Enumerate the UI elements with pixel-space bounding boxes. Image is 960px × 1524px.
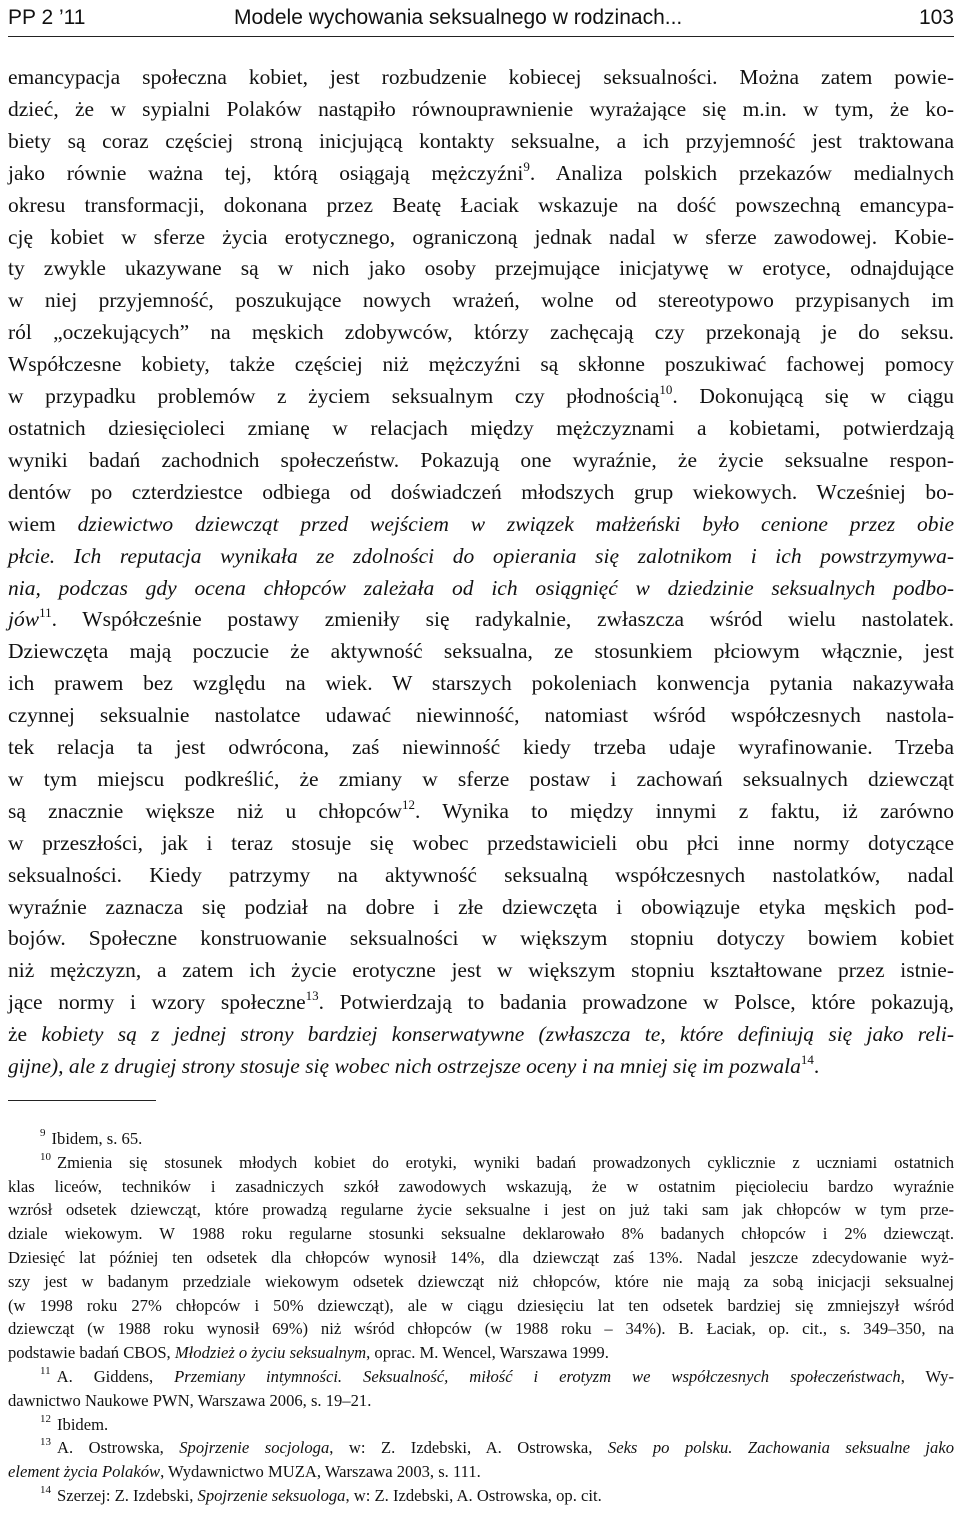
text-line: jako równie ważna tej, którą osiągają mężczyźni$^9$. Analiza polskich przekazów medialnych	[8, 158, 954, 185]
footnote-ref[interactable]: 9	[523, 158, 530, 174]
footnote-11: $^{11}$ A. Giddens, Przemiany intymności. Seksualność, miłość i erotyzm we współczesnych społeczeństwach, Wy-	[40, 1364, 954, 1386]
footnote-line: (w 1998 roku 27% chłopców i 50% dziewcząt), ale w ciągu dziesięciu lat ten odsetek bardziej się zmniejszył wśród	[8, 1295, 954, 1315]
text-line: jące normy i wzory społeczne$^{13}$. Potwierdzają to badania prowadzone w Polsce, które pokazują,	[8, 988, 954, 1015]
footnote-ref[interactable]: 11	[39, 605, 52, 621]
text-line: Dziewczęta mają poczucie że aktywność seksualna, ze stosunkiem płciowym włącznie, jest	[8, 639, 954, 664]
footnote-number: 9	[40, 1127, 46, 1139]
text-line: wyraźnie zaznacza się podział na dobre i złe dziewczęta i obowiązuje etyka męskich pod-	[8, 894, 954, 919]
footnote-number: 13	[40, 1436, 51, 1449]
footnote-ref[interactable]: 14	[800, 1052, 814, 1068]
footnote-line: wzrósł odsetek dziewcząt, które prowadzą regularne życie seksualne i jest on już taki sam jak chłopców w tym prze-	[8, 1200, 954, 1220]
text-line: Współczesne kobiety, także częściej niż mężczyźni są skłonne poszukiwać fachowej pomocy	[8, 352, 954, 377]
footnote-number: 12	[40, 1412, 51, 1425]
text-line: dzieć, że w sypialni Polaków nastąpiło równouprawnienie wyrażające się m.in. w tym, że ko-	[8, 96, 954, 121]
journal-issue: PP 2 ’11	[8, 6, 86, 29]
text-line: tek relacja ta jest odwrócona, zaś niewinność kiedy trzeba udaje wyrafinowanie. Trzeba	[8, 735, 954, 760]
text-line: niż mężczyzn, a zatem ich życie erotyczne jest w większym stopniu kształtowane przez istnie-	[8, 958, 954, 983]
footnote-line: dziale wiekowym. W 1988 roku regularne stosunki seksualne deklarowało 8% badanych chłopców i 2% dziewcząt.	[8, 1224, 954, 1244]
text-line: w przypadku problemów z życiem seksualnym czy płodnością$^{10}$. Dokonującą się w ciągu	[8, 382, 954, 409]
text-line: dentów po czterdziestce odbiega od doświadczeń młodszych grup wiekowych. Wcześniej bo-	[8, 479, 954, 504]
footnote-number: 14	[40, 1483, 51, 1496]
text-line: wyniki badań zachodnich społeczeństw. Pokazują one wyraźnie, że życie seksualne respon-	[8, 447, 954, 472]
text-line: są znacznie większe niż u chłopców$^{12}$. Wynika to między innymi z faktu, iż zarówno	[8, 796, 954, 823]
footnote-9: $^9$ Ibidem, s. 65.	[40, 1127, 143, 1148]
footnote-separator	[8, 1100, 156, 1101]
footnote-number: 11	[40, 1364, 51, 1377]
text-line: ich prawem bez względu na wiek. W starszych pokoleniach konwencja pytania nakazywała	[8, 671, 954, 696]
text-line: płcie. Ich reputacja wynikała ze zdolności do opierania się zalotnikom i ich powstrzymywa-	[8, 543, 954, 568]
text-line: w tym miejscu podkreślić, że zmiany w sferze postaw i zachowań seksualnych dziewcząt	[8, 766, 954, 791]
text-line: jów$^{11}$. Współcześnie postawy zmieniły się radykalnie, zwłaszcza wśród wielu nastolatek.	[8, 605, 954, 632]
footnote-10: $^{10}$ Zmienia się stosunek młodych kobiet do erotyki, wyniki badań prowadzonych cyklicznie z uczniami ostatnich	[40, 1150, 954, 1172]
text-line: czynnej seksualnie nastolatce udawać niewinność, natomiast wśród współczesnych nastola-	[8, 703, 954, 728]
footnote-14: $^{14}$ Szerzej: Z. Izdebski, Spojrzenie seksuologa, w: Z. Izdebski, A. Ostrowska, op. cit.	[40, 1483, 602, 1505]
footnote-line: dziewcząt (w 1988 roku wynosił 69%) niż wśród chłopców (w 1988 roku – 34%). B. Łaciak, op. cit., s. 349–350, na	[8, 1319, 954, 1339]
footnote-line: podstawie badań CBOS, Młodzież o życiu seksualnym, oprac. M. Wencel, Warszawa 1999.	[8, 1343, 609, 1363]
footnote-line: klas liceów, techników i zasadniczych szkół zawodowych wskazują, że w ostatnim pięcioleciu bardzo wyraźnie	[8, 1176, 954, 1196]
text-line: ról „oczekujących” na męskich zdobywców, którzy zachęcają czy przekonają je do seksu.	[8, 320, 954, 345]
text-line: nia, podczas gdy ocena chłopców zależała od ich osiągnięć w dziedzinie seksualnych podbo-	[8, 575, 954, 600]
text-line: bojów. Społeczne konstruowanie seksualności w większym stopniu dotyczy bowiem kobiet	[8, 926, 954, 951]
main-text	[8, 62, 954, 1083]
page-number: 103	[918, 6, 954, 29]
text-line: cję kobiet w sferze życia erotycznego, ograniczoną jednak nadal w sferze zawodowej. Kobie-	[8, 224, 954, 249]
text-line: w przeszłości, jak i teraz stosuje się wobec przedstawicieli obu płci inne normy dotyczące	[8, 830, 954, 855]
text-line: ty zwykle ukazywane są w nich jako osoby przejmujące inicjatywę w erotyce, odnajdujące	[8, 256, 954, 281]
text-line: emancypacja społeczna kobiet, jest rozbudzenie kobiecej seksualności. Można zatem powie-	[8, 65, 954, 89]
text-line: wiem dziewictwo dziewcząt przed wejściem w związek małżeński było cenione przez obie	[8, 511, 954, 536]
text-line: że kobiety są z jednej strony bardziej konserwatywne (zwłaszcza te, które definiują się jako reli-	[8, 1022, 954, 1047]
running-header	[8, 2, 954, 38]
text-line: biety są coraz częściej stroną inicjującą kontakty seksualne, a ich przyjemność jest traktowana	[8, 128, 954, 153]
text-line: ostatnich dziesięcioleci zmianę w relacjach między mężczyznami a kobietami, potwierdzają	[8, 415, 954, 440]
footnotes	[8, 1127, 954, 1508]
footnote-ref[interactable]: 10	[659, 382, 673, 398]
header-rule	[8, 36, 954, 37]
footnote-line: element życia Polaków, Wydawnictwo MUZA, Warszawa 2003, s. 111.	[8, 1462, 481, 1482]
footnote-line: Dziesięć lat później ten odsetek dla chłopców wynosił 14%, dla dziewcząt zaś 13%. Nadal jeszcze zdecydowanie wyż-	[8, 1247, 954, 1267]
text-line: seksualności. Kiedy patrzymy na aktywność seksualną współczesnych nastolatków, nadal	[8, 862, 954, 887]
footnote-12: $^{12}$ Ibidem.	[40, 1412, 109, 1434]
text-line: w niej przyjemność, poszukujące nowych wrażeń, wolne od stereotypowo przypisanych im	[8, 288, 954, 313]
text-line: gijne), ale z drugiej strony stosuje się wobec nich ostrzejsze oceny i na mniej się im pozwala$^{14}$.	[8, 1052, 820, 1079]
running-title: Modele wychowania seksualnego w rodzinach...	[234, 6, 683, 29]
footnote-line: szy jest w badanym przedziale wiekowym odsetek dziewcząt niż chłopców, które nie mają za sobą inicjacji seksualnej	[8, 1271, 954, 1291]
footnote-line: dawnictwo Naukowe PWN, Warszawa 2006, s. 19–21.	[8, 1390, 372, 1410]
footnote-ref[interactable]: 13	[305, 988, 319, 1004]
footnote-number: 10	[40, 1150, 51, 1163]
footnote-13: $^{13}$ A. Ostrowska, Spojrzenie socjologa, w: Z. Izdebski, A. Ostrowska, Seks po polsku. Zachowania seksualne jako	[40, 1436, 954, 1458]
text-line: okresu transformacji, dokonana przez Beatę Łaciak wskazuje na dość powszechną emancypa-	[8, 192, 954, 217]
footnote-ref[interactable]: 12	[402, 796, 415, 812]
